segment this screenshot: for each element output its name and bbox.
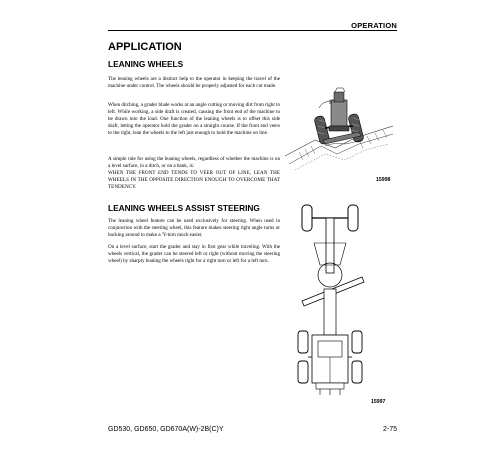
figure-grader-front-view bbox=[285, 88, 393, 174]
paragraph: On a level surface, start the grader and stay in first gear while traveling. With the wheels vertical, the grader can be steered left or right (without moving the steering wheel) by sharply leaning the wheels right for a right turn or left for a left turn. bbox=[108, 244, 280, 264]
section-heading-leaning-wheels: LEANING WHEELS bbox=[108, 59, 184, 69]
figure-grader-top-view bbox=[290, 203, 390, 401]
page-title: APPLICATION bbox=[108, 41, 182, 53]
figure-number: 15998 bbox=[376, 177, 391, 183]
footer-model-numbers: GD530, GD650, GD670A(W)-2B(C)Y bbox=[108, 426, 224, 433]
rule-statement: WHEN THE FRONT END TENDS TO VEER OUT OF LINE, LEAN THE WHEELS IN THE OPPOSITE DIRECTION ENOUGH TO OVERCOME THAT TENDENCY. bbox=[108, 170, 280, 190]
footer-page-number: 2-75 bbox=[382, 426, 397, 433]
section-header-label: OPERATION bbox=[351, 21, 397, 30]
paragraph: When ditching, a grader blade works at an angle cutting or moving dirt from right to left. While working, a side draft is created, causing the front end of the machine to be drawn into the load. One function of the leaning wheels is to offset this side draft, letting the operator hold the grader on a straight course. If the front end veers to the right, lean the wheels to the left just enough to hold the machine on line. bbox=[108, 102, 281, 136]
paragraph: A simple rule for using the leaning wheels, regardless of whether the machine is on a level surface, in a ditch, or on a bank, is: bbox=[108, 156, 280, 169]
header-rule bbox=[108, 30, 397, 31]
paragraph: The leaning wheel feature can be used exclusively for steering. When used in conjunction with the steering wheel, this feature makes steering right angle turns or backing around to make a 'Y-turn much easier. bbox=[108, 218, 280, 238]
section-heading-leaning-wheels-assist-steering: LEANING WHEELS ASSIST STEERING bbox=[108, 203, 260, 213]
figure-number: 15997 bbox=[371, 399, 386, 405]
paragraph: The leaning wheels are a distinct help to the operator in keeping the travel of the machine under control. The wheels should be properly adjusted for each cut made. bbox=[108, 76, 280, 89]
